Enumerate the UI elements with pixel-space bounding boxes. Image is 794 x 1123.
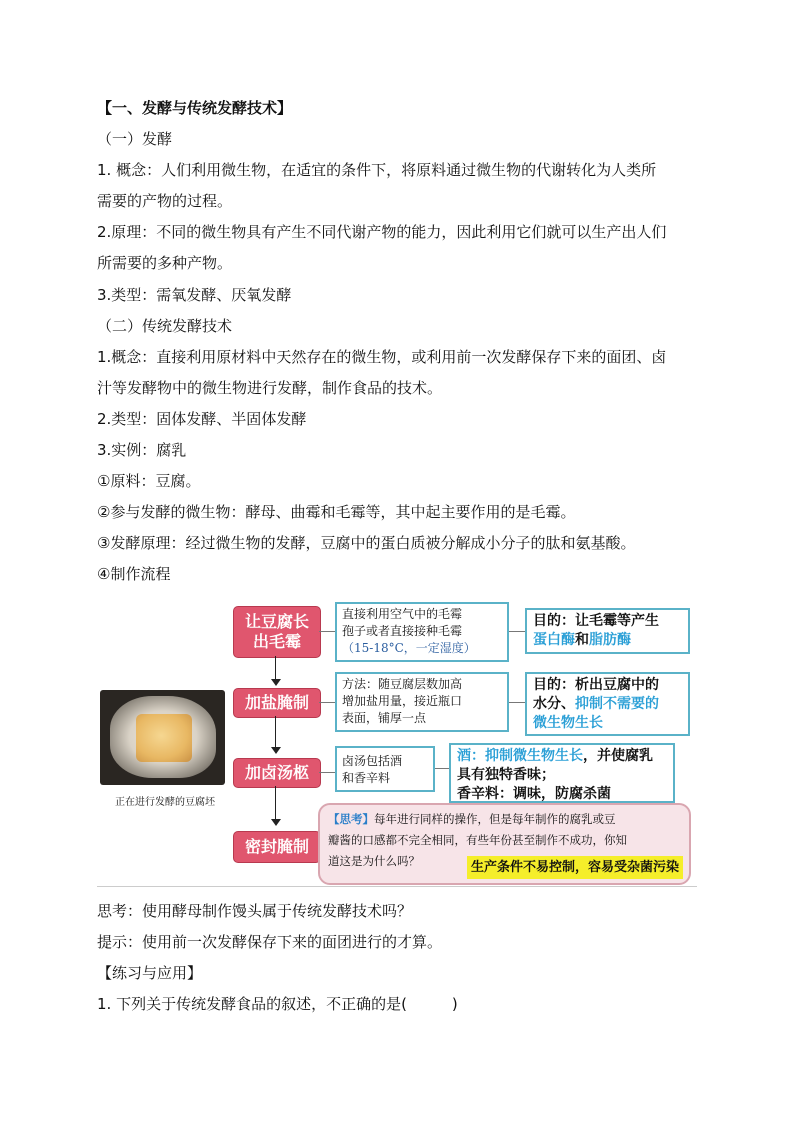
paragraph-process: ④制作流程 — [97, 565, 171, 583]
think-answer: 生产条件不易控制，容易受杂菌污染 — [467, 856, 683, 879]
arrow-3 — [275, 786, 276, 819]
step-salting-label: 加盐腌制 — [244, 693, 309, 712]
step1-note-box — [335, 602, 509, 662]
step2-note-line1: 方法：随豆腐层数加高 — [342, 677, 463, 691]
step2-goal-line1: 目的：析出豆腐中的 — [533, 677, 659, 693]
step-grow-mold-label: 让豆腐长出毛霉 — [244, 612, 309, 651]
paragraph-raw-material: ①原料：豆腐。 — [97, 472, 201, 490]
think-line2: 瓣酱的口感都不完全相同，有些年份甚至制作不成功，你知 — [328, 833, 627, 847]
step1-goal-and: 和 — [575, 632, 589, 648]
step1-goal-protease: 蛋白酶 — [533, 632, 575, 648]
arrow-2 — [275, 716, 276, 747]
arrow-1-head — [271, 679, 281, 686]
paragraph-trad-types: 2.类型：固体发酵、半固体发酵 — [97, 410, 307, 428]
paragraph-microbes: ②参与发酵的微生物：酵母、曲霉和毛霉等，其中起主要作用的是毛霉。 — [97, 503, 576, 521]
think-line1: 每年进行同样的操作，但是每年制作的腐乳或豆 — [374, 812, 616, 826]
step-add-brine — [233, 758, 321, 788]
step3-goal-wine: 酒：抑制微生物生长 — [457, 748, 583, 764]
paragraph-principle-line1: 2.原理：不同的微生物具有产生不同代谢产物的能力，因此利用它们就可以生产出人们 — [97, 223, 667, 241]
subsection-title-traditional: （二）传统发酵技术 — [97, 317, 233, 335]
step3-note-line2: 和香辛料 — [342, 771, 391, 785]
step2-goal-line3: 微生物生长 — [533, 715, 603, 731]
paragraph-types: 3.类型：需氧发酵、厌氧发酵 — [97, 286, 292, 304]
paragraph-principle-line2: 所需要的多种产物。 — [97, 254, 233, 272]
divider — [97, 886, 697, 887]
arrow-3-head — [271, 819, 281, 826]
step3-goal-line2: 具有独特香味； — [457, 767, 555, 783]
step-salting — [233, 688, 321, 718]
step-seal-label: 密封腌制 — [244, 837, 309, 856]
question-1: 1. 下列关于传统发酵食品的叙述，不正确的是( ) — [97, 995, 458, 1013]
paragraph-concept-line2: 需要的产物的过程。 — [97, 192, 233, 210]
step-add-brine-label: 加卤汤柩 — [244, 763, 309, 782]
step2-note-line2: 增加盐用量，接近瓶口 — [342, 694, 463, 708]
step3-goal-aroma: ，并使腐乳 — [583, 748, 653, 764]
section-title: 【一、发酵与传统发酵技术】 — [97, 99, 293, 117]
step3-goal-box — [449, 743, 675, 803]
photo-caption: 正在进行发酵的豆腐坯 — [115, 797, 215, 808]
step3-note-box — [335, 746, 435, 792]
think-box — [318, 803, 691, 885]
step1-note-line3: （15-18°C，一定湿度） — [342, 641, 476, 655]
step-grow-mold — [233, 606, 321, 658]
tofu-photo — [100, 690, 225, 785]
arrow-2-head — [271, 747, 281, 754]
think-line3: 道这是为什么吗？ — [328, 854, 420, 868]
think-tag: 【思考】 — [328, 812, 374, 826]
hint-text: 提示：使用前一次发酵保存下来的面团进行的才算。 — [97, 933, 443, 951]
fermented-tofu-flowchart — [97, 600, 697, 888]
paragraph-trad-concept-line1: 1.概念：直接利用原材料中天然存在的微生物，或利用前一次发酵保存下来的面团、卤 — [97, 348, 667, 366]
step2-goal-water: 水分、 — [533, 696, 575, 712]
step3-goal-line3: 香辛料：调味，防腐杀菌 — [457, 786, 611, 802]
question-steamed-bun: 思考：使用酵母制作馒头属于传统发酵技术吗？ — [97, 902, 413, 920]
paragraph-trad-concept-line2: 汁等发酵物中的微生物进行发酵，制作食品的技术。 — [97, 379, 443, 397]
practice-title: 【练习与应用】 — [97, 964, 203, 982]
paragraph-ferment-principle: ③发酵原理：经过微生物的发酵，豆腐中的蛋白质被分解成小分子的肽和氨基酸。 — [97, 534, 636, 552]
arrow-1 — [275, 656, 276, 679]
step1-note-line2: 孢子或者直接接种毛霉 — [342, 624, 463, 638]
step3-note-line1: 卤汤包括酒 — [342, 754, 403, 768]
step1-goal-lipase: 脂肪酶 — [589, 632, 631, 648]
step2-goal-inhibit: 抑制不需要的 — [575, 696, 659, 712]
step2-note-line3: 表面，铺厚一点 — [342, 711, 427, 725]
paragraph-concept-line1: 1. 概念：人们利用微生物，在适宜的条件下，将原料通过微生物的代谢转化为人类所 — [97, 161, 657, 179]
step1-goal-box — [525, 608, 690, 654]
step-seal — [233, 831, 321, 863]
step1-goal-line1: 目的：让毛霉等产生 — [533, 613, 659, 629]
paragraph-example: 3.实例：腐乳 — [97, 441, 187, 459]
step2-goal-box — [525, 672, 690, 736]
step2-note-box — [335, 672, 509, 732]
subsection-title-fermentation: （一）发酵 — [97, 130, 173, 148]
step1-note-line1: 直接利用空气中的毛霉 — [342, 607, 463, 621]
